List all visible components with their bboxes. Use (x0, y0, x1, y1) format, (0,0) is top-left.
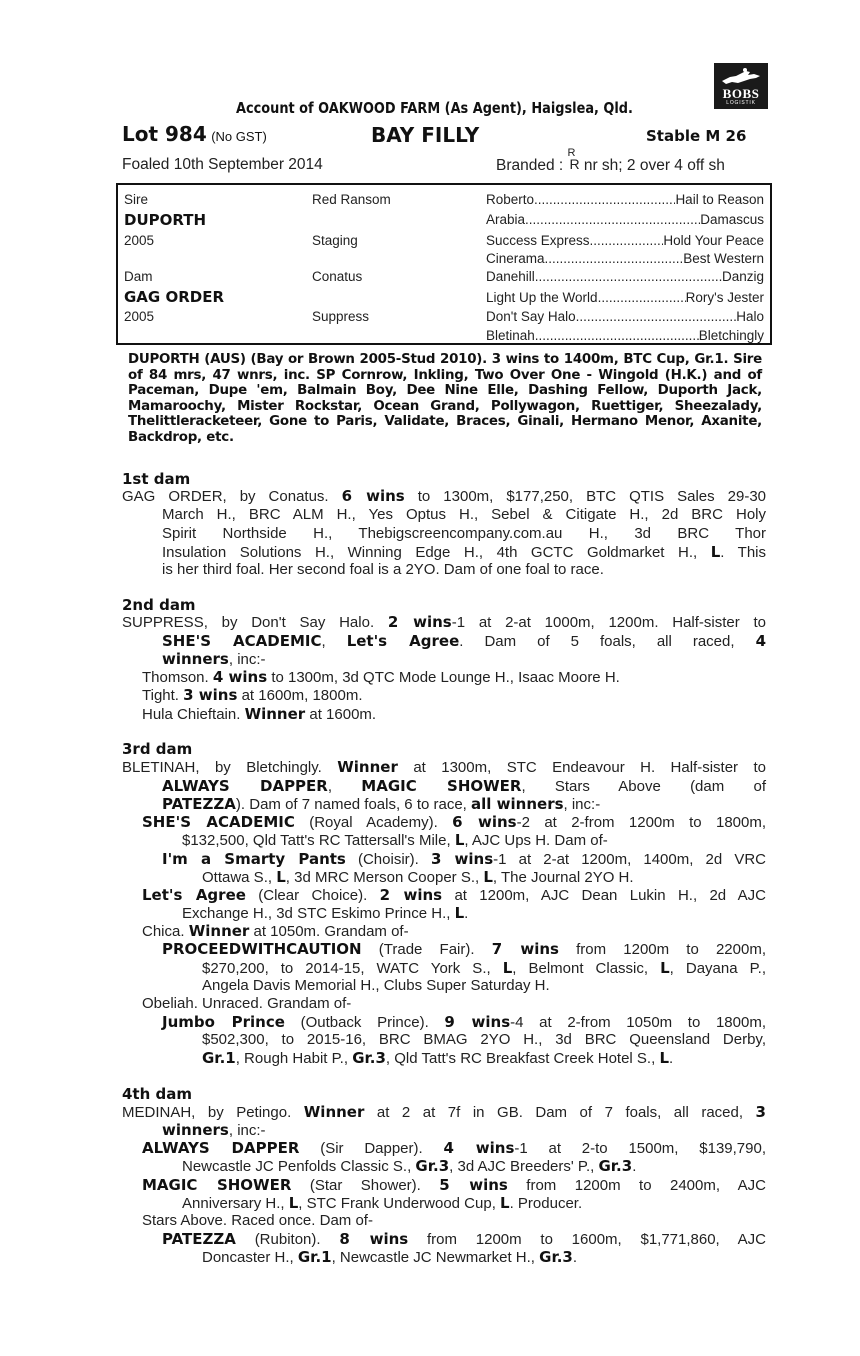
branded-prefix: Branded : (496, 157, 564, 174)
brand-top: R (567, 147, 576, 159)
brand-main: R (569, 156, 580, 172)
text-line: Stars Above. Raced once. Dam of- (142, 1212, 373, 1229)
text-line: SHE'S ACADEMIC (Royal Academy). 6 wins-2 at 2-from 1200m to 1800m, (142, 813, 767, 831)
text-line: PATEZZA (Rubiton). 8 wins from 1200m to 1600m, $1,771,860, AJC (162, 1230, 767, 1248)
grandparent-row: Don't Say Halo ..... Halo (486, 309, 764, 324)
pedigree-table (116, 183, 772, 345)
text-line: Tight. 3 wins at 1600m, 1800m. (142, 686, 363, 704)
text-line: March H., BRC ALM H., Yes Optus H., Sebel & Citigate H., 2d BRC Holy (162, 506, 766, 523)
text-line: Gr.1, Rough Habit P., Gr.3, Qld Tatt's RC Breakfast Creek Hotel S., L. (202, 1049, 674, 1067)
grandparent-row: Success Express ..... Hold Your Peace (486, 233, 764, 248)
grandparent-row: Roberto ..... Hail to Reason (486, 192, 764, 207)
lot-number (122, 122, 267, 146)
dam-sire: Conatus (312, 269, 363, 284)
bobs-logo (714, 63, 768, 109)
text-line: winners, inc:- (162, 1121, 266, 1139)
grandparent-row: Arabia ..... Damascus (486, 212, 764, 227)
stable-location: Stable M 26 (646, 127, 747, 145)
text-line: I'm a Smarty Pants (Choisir). 3 wins-1 at 2-at 1200m, 1400m, 2d VRC (162, 850, 766, 868)
text-line: MEDINAH, by Petingo. Winner at 2 at 7f in GB. Dam of 7 foals, all raced, 3 (122, 1103, 766, 1121)
text-line: Hula Chieftain. Winner at 1600m. (142, 705, 377, 723)
text-line: $502,300, to 2015-16, BRC BMAG 2YO H., 3d BRC Queensland Derby, (202, 1031, 766, 1048)
text-line: Ottawa S., L, 3d MRC Merson Cooper S., L, The Journal 2YO H. (202, 868, 634, 886)
text-line: PROCEEDWITHCAUTION (Trade Fair). 7 wins from 1200m to 2200m, (162, 940, 766, 958)
text-line: Jumbo Prince (Outback Prince). 9 wins-4 at 2-from 1050m to 1800m, (162, 1013, 766, 1031)
text-line: PATEZZA). Dam of 7 named foals, 6 to race, all winners, inc:- (162, 795, 601, 813)
lot-label: Lot 984 (122, 122, 207, 146)
text-line: winners, inc:- (162, 650, 266, 668)
gst-note: (No GST) (211, 129, 267, 144)
text-line: MAGIC SHOWER (Star Shower). 5 wins from 1200m to 2400m, AJC (142, 1176, 766, 1194)
text-line: is her third foal. Her second foal is a 2YO. Dam of one foal to race. (162, 561, 604, 578)
text-line: SUPPRESS, by Don't Say Halo. 2 wins-1 at 2-at 1000m, 1200m. Half-sister to (122, 613, 767, 631)
horse-jockey-icon (720, 67, 762, 87)
section-heading-2nd-dam: 2nd dam (122, 596, 196, 614)
text-line: Chica. Winner at 1050m. Grandam of- (142, 922, 409, 940)
text-line: $132,500, Qld Tatt's RC Tattersall's Mile, L, AJC Ups H. Dam of- (182, 831, 608, 849)
text-line: Obeliah. Unraced. Grandam of- (142, 995, 352, 1012)
sire-sire: Red Ransom (312, 192, 391, 207)
brand-info (496, 147, 725, 175)
text-line: Spirit Northside H., Thebigscreencompany.com.au H., 3d BRC Thor (162, 525, 766, 542)
text-line: BLETINAH, by Bletchingly. Winner at 1300m, STC Endeavour H. Half-sister to (122, 758, 766, 776)
text-line: SHE'S ACADEMIC, Let's Agree. Dam of 5 foals, all raced, 4 (162, 632, 766, 650)
grandparent-row: Bletinah ..... Bletchingly (486, 328, 764, 343)
section-heading-3rd-dam: 3rd dam (122, 740, 193, 758)
text-line: Insulation Solutions H., Winning Edge H., 4th GCTC Goldmarket H., L. This (162, 543, 766, 561)
logo-subtext: LOGISTIK (726, 100, 756, 106)
grandparent-row: Cinerama ..... Best Western (486, 251, 764, 266)
text-line: GAG ORDER, by Conatus. 6 wins to 1300m, $177,250, BTC QTIS Sales 29-30 (122, 487, 767, 505)
sire-summary: DUPORTH (AUS) (Bay or Brown 2005-Stud 2010). 3 wins to 1400m, BTC Cup, Gr.1. Sire of 84 mrs, 47 wnrs, inc. SP Cornrow, Inkling, Two Over One - Wingold (H.K.) and of Paceman, Dupe 'em, Balmain Boy, Dee Nine Elle, Dashing Fellow, Duporth Jack, Mamaroochy, Mister Rockstar, Ocean Grand, Pollywagon, Ruettiger, Sheezalady, Thelittleracketeer, Gone to Paris, Validate, Braces, Ginali, Hermano Menor, Axanite, Backdrop, etc. (128, 352, 762, 445)
text-line: ALWAYS DAPPER, MAGIC SHOWER, Stars Above (dam of (162, 777, 766, 795)
text-line: Let's Agree (Clear Choice). 2 wins at 1200m, AJC Dean Lukin H., 2d AJC (142, 886, 766, 904)
text-line: Angela Davis Memorial H., Clubs Super Saturday H. (202, 977, 550, 994)
text-line: ALWAYS DAPPER (Sir Dapper). 4 wins-1 at 2-to 1500m, $139,790, (142, 1139, 766, 1157)
section-heading-4th-dam: 4th dam (122, 1085, 192, 1103)
foaled-date: Foaled 10th September 2014 (122, 156, 323, 173)
dam-name: GAG ORDER (124, 288, 225, 306)
sire-name: DUPORTH (124, 211, 207, 229)
horse-description: BAY FILLY (371, 123, 480, 147)
grandparent-row: Light Up the World ..... Rory's Jester (486, 290, 764, 305)
branded-suffix: nr sh; 2 over 4 off sh (583, 157, 725, 174)
sire-dam: Staging (312, 233, 358, 248)
text-line: Anniversary H., L, STC Frank Underwood Cup, L. Producer. (182, 1194, 583, 1212)
dam-dam: Suppress (312, 309, 370, 324)
text-line: Doncaster H., Gr.1, Newcastle JC Newmarket H., Gr.3. (202, 1248, 578, 1266)
grandparent-row: Danehill ..... Danzig (486, 269, 764, 284)
logo-text: BOBS (722, 86, 760, 101)
brand-symbol (567, 147, 580, 172)
text-line: Newcastle JC Penfolds Classic S., Gr.3, 3d AJC Breeders' P., Gr.3. (182, 1157, 637, 1175)
dam-year: 2005 (124, 309, 155, 324)
sire-year: 2005 (124, 233, 155, 248)
sire-label: Sire (124, 192, 149, 207)
text-line: Thomson. 4 wins to 1300m, 3d QTC Mode Lounge H., Isaac Moore H. (142, 668, 620, 686)
text-line: $270,200, to 2014-15, WATC York S., L, Belmont Classic, L, Dayana P., (202, 959, 766, 977)
text-line: Exchange H., 3d STC Eskimo Prince H., L. (182, 904, 469, 922)
section-heading-1st-dam: 1st dam (122, 470, 191, 488)
vendor-account: Account of OAKWOOD FARM (As Agent), Haigslea, Qld. (236, 99, 633, 117)
dam-label: Dam (124, 269, 153, 284)
